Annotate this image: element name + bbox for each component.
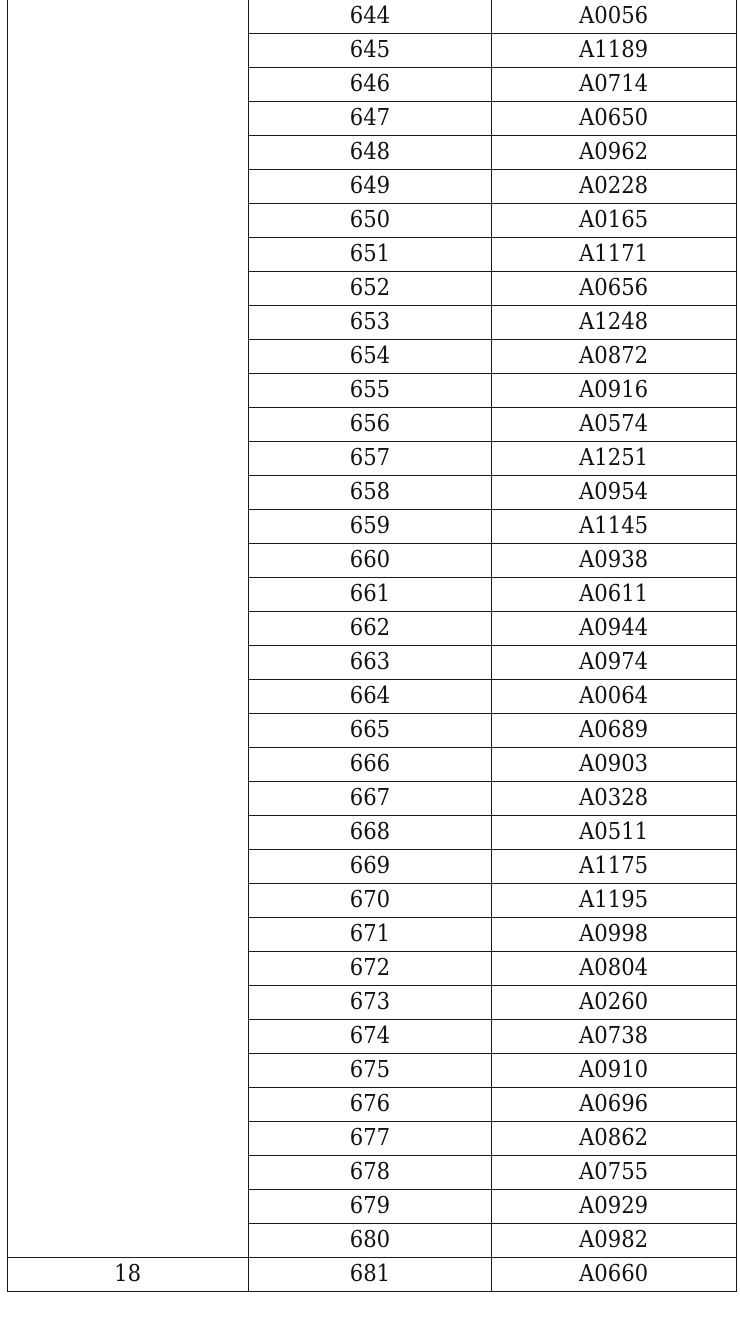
sequence-number: 669 — [349, 853, 391, 879]
item-code: A0696 — [579, 1091, 649, 1117]
code-cell — [492, 102, 737, 136]
sequence-number: 679 — [349, 1193, 391, 1219]
sequence-cell — [249, 646, 492, 680]
code-cell — [492, 68, 737, 102]
sequence-cell — [249, 1156, 492, 1190]
sequence-cell — [249, 102, 492, 136]
sequence-number: 647 — [349, 105, 391, 131]
sequence-cell — [249, 34, 492, 68]
code-cell — [492, 272, 737, 306]
code-cell — [492, 1122, 737, 1156]
sequence-number: 681 — [349, 1261, 391, 1287]
sequence-cell — [249, 544, 492, 578]
sequence-cell — [249, 816, 492, 850]
sequence-cell — [249, 1190, 492, 1224]
code-cell — [492, 1088, 737, 1122]
item-code: A0804 — [579, 955, 649, 981]
item-code: A0755 — [579, 1159, 649, 1185]
code-cell — [492, 442, 737, 476]
code-cell — [492, 1054, 737, 1088]
table-row — [8, 0, 737, 34]
sequence-cell — [249, 612, 492, 646]
sequence-number: 675 — [349, 1057, 391, 1083]
item-code: A0872 — [579, 343, 649, 369]
item-code: A0738 — [579, 1023, 649, 1049]
item-code: A0228 — [579, 173, 649, 199]
sequence-cell — [249, 1122, 492, 1156]
sequence-number: 678 — [349, 1159, 391, 1185]
item-code: A0944 — [579, 615, 649, 641]
sequence-cell — [249, 408, 492, 442]
sequence-number: 659 — [349, 513, 391, 539]
code-cell — [492, 1020, 737, 1054]
code-cell — [492, 306, 737, 340]
item-code: A0982 — [579, 1227, 649, 1253]
code-cell — [492, 204, 737, 238]
code-cell — [492, 1156, 737, 1190]
item-code: A0511 — [579, 819, 649, 845]
item-code: A0660 — [579, 1261, 649, 1287]
sequence-number: 661 — [349, 581, 391, 607]
code-cell — [492, 340, 737, 374]
group-number-cell — [8, 0, 249, 1258]
sequence-number: 644 — [349, 3, 391, 29]
item-code: A0938 — [579, 547, 649, 573]
sequence-cell — [249, 68, 492, 102]
sequence-cell — [249, 272, 492, 306]
sequence-cell — [249, 442, 492, 476]
table-body — [8, 0, 737, 1292]
assignment-table — [7, 0, 737, 1292]
sequence-cell — [249, 1224, 492, 1258]
code-cell — [492, 374, 737, 408]
item-code: A0611 — [579, 581, 649, 607]
code-cell — [492, 34, 737, 68]
sequence-cell — [249, 578, 492, 612]
sequence-cell — [249, 170, 492, 204]
sequence-number: 676 — [349, 1091, 391, 1117]
item-code: A0064 — [579, 683, 649, 709]
sequence-cell — [249, 1020, 492, 1054]
item-code: A0656 — [579, 275, 649, 301]
code-cell — [492, 578, 737, 612]
code-cell — [492, 884, 737, 918]
sequence-number: 670 — [349, 887, 391, 913]
sequence-number: 650 — [349, 207, 391, 233]
sequence-number: 667 — [349, 785, 391, 811]
item-code: A0328 — [579, 785, 649, 811]
document-page — [7, 0, 736, 1292]
sequence-cell — [249, 1054, 492, 1088]
sequence-number: 662 — [349, 615, 391, 641]
sequence-number: 652 — [349, 275, 391, 301]
item-code: A1251 — [579, 445, 649, 471]
group-number: 18 — [114, 1261, 142, 1287]
item-code: A0954 — [579, 479, 649, 505]
sequence-cell — [249, 714, 492, 748]
code-cell — [492, 238, 737, 272]
sequence-number: 649 — [349, 173, 391, 199]
code-cell — [492, 918, 737, 952]
sequence-cell — [249, 136, 492, 170]
item-code: A1175 — [579, 853, 649, 879]
code-cell — [492, 1258, 737, 1292]
code-cell — [492, 1224, 737, 1258]
code-cell — [492, 680, 737, 714]
sequence-number: 646 — [349, 71, 391, 97]
sequence-cell — [249, 476, 492, 510]
sequence-cell — [249, 238, 492, 272]
sequence-number: 672 — [349, 955, 391, 981]
item-code: A0903 — [579, 751, 649, 777]
sequence-cell — [249, 748, 492, 782]
sequence-cell — [249, 986, 492, 1020]
code-cell — [492, 510, 737, 544]
code-cell — [492, 748, 737, 782]
sequence-cell — [249, 374, 492, 408]
code-cell — [492, 476, 737, 510]
sequence-number: 645 — [349, 37, 391, 63]
code-cell — [492, 952, 737, 986]
sequence-number: 668 — [349, 819, 391, 845]
sequence-number: 680 — [349, 1227, 391, 1253]
item-code: A0962 — [579, 139, 649, 165]
sequence-cell — [249, 918, 492, 952]
sequence-cell — [249, 782, 492, 816]
sequence-cell — [249, 1258, 492, 1292]
code-cell — [492, 0, 737, 34]
item-code: A0650 — [579, 105, 649, 131]
sequence-number: 658 — [349, 479, 391, 505]
sequence-number: 677 — [349, 1125, 391, 1151]
sequence-number: 674 — [349, 1023, 391, 1049]
table-row — [8, 1258, 737, 1292]
code-cell — [492, 714, 737, 748]
code-cell — [492, 646, 737, 680]
code-cell — [492, 1190, 737, 1224]
code-cell — [492, 850, 737, 884]
item-code: A0916 — [579, 377, 649, 403]
sequence-cell — [249, 680, 492, 714]
item-code: A0260 — [579, 989, 649, 1015]
item-code: A1248 — [579, 309, 649, 335]
item-code: A0910 — [579, 1057, 649, 1083]
sequence-number: 660 — [349, 547, 391, 573]
item-code: A0574 — [579, 411, 649, 437]
item-code: A0974 — [579, 649, 649, 675]
code-cell — [492, 816, 737, 850]
code-cell — [492, 612, 737, 646]
item-code: A0998 — [579, 921, 649, 947]
code-cell — [492, 544, 737, 578]
sequence-cell — [249, 884, 492, 918]
item-code: A0862 — [579, 1125, 649, 1151]
item-code: A1189 — [579, 37, 649, 63]
sequence-number: 665 — [349, 717, 391, 743]
item-code: A0689 — [579, 717, 649, 743]
code-cell — [492, 986, 737, 1020]
sequence-cell — [249, 952, 492, 986]
sequence-cell — [249, 306, 492, 340]
sequence-number: 653 — [349, 309, 391, 335]
sequence-cell — [249, 340, 492, 374]
sequence-cell — [249, 204, 492, 238]
item-code: A0165 — [579, 207, 649, 233]
item-code: A1171 — [579, 241, 649, 267]
code-cell — [492, 136, 737, 170]
code-cell — [492, 170, 737, 204]
item-code: A1145 — [579, 513, 649, 539]
sequence-number: 663 — [349, 649, 391, 675]
sequence-number: 654 — [349, 343, 391, 369]
group-number-cell — [8, 1258, 249, 1292]
sequence-number: 656 — [349, 411, 391, 437]
sequence-number: 657 — [349, 445, 391, 471]
item-code: A0929 — [579, 1193, 649, 1219]
sequence-number: 664 — [349, 683, 391, 709]
sequence-cell — [249, 850, 492, 884]
item-code: A0714 — [579, 71, 649, 97]
code-cell — [492, 408, 737, 442]
code-cell — [492, 782, 737, 816]
sequence-number: 671 — [349, 921, 391, 947]
sequence-number: 651 — [349, 241, 391, 267]
sequence-number: 655 — [349, 377, 391, 403]
sequence-number: 648 — [349, 139, 391, 165]
item-code: A0056 — [579, 3, 649, 29]
sequence-number: 673 — [349, 989, 391, 1015]
sequence-cell — [249, 0, 492, 34]
sequence-cell — [249, 510, 492, 544]
sequence-number: 666 — [349, 751, 391, 777]
sequence-cell — [249, 1088, 492, 1122]
item-code: A1195 — [579, 887, 649, 913]
